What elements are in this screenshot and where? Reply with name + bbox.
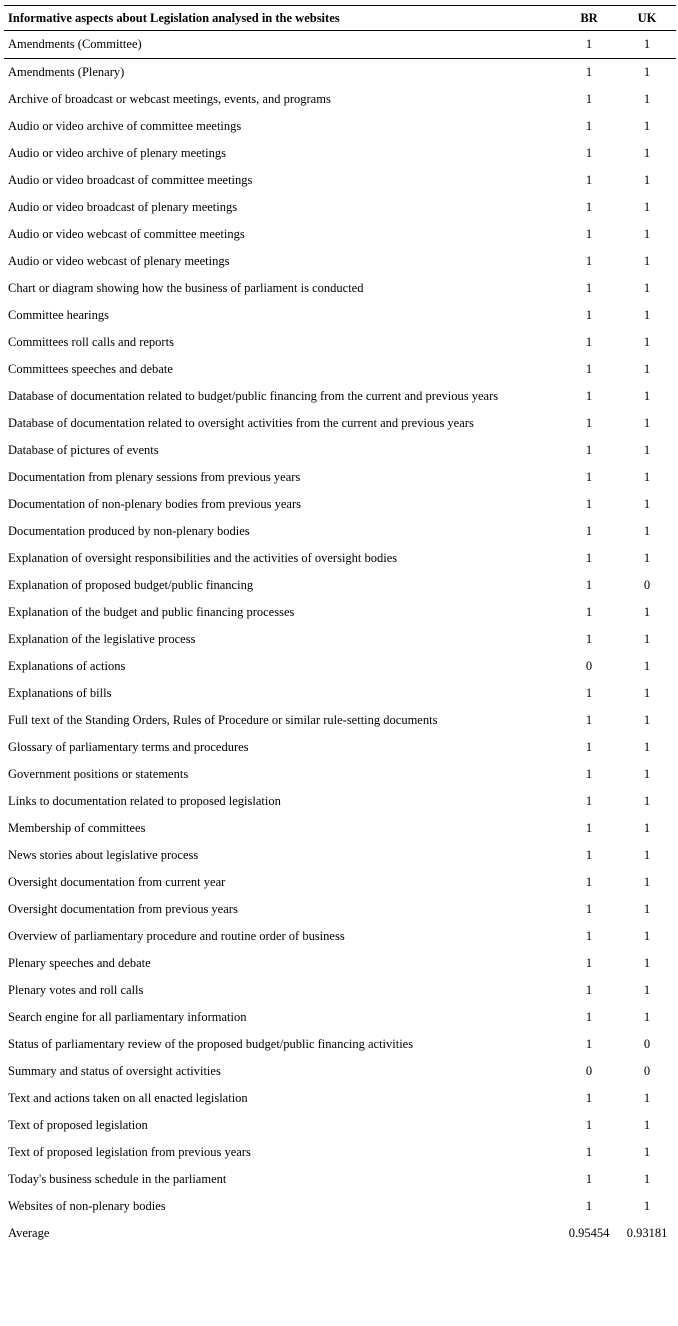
table-row [4, 923, 676, 950]
table-row [4, 707, 676, 734]
row-aspect: Explanation of oversight responsibilities and the activities of oversight bodies [8, 551, 398, 565]
row-uk-value: 1 [643, 794, 651, 808]
row-aspect: Amendments (Committee) [4, 31, 560, 59]
table-row [4, 194, 676, 221]
row-aspect: Audio or video archive of plenary meetings [8, 146, 226, 160]
row-uk-value: 1 [643, 1199, 651, 1213]
row-br-value: 1 [585, 470, 593, 484]
row-br-value: 1 [585, 173, 593, 187]
table-row [4, 31, 676, 59]
row-uk-value: 1 [643, 524, 651, 538]
row-aspect: Summary and status of oversight activities [8, 1064, 221, 1078]
row-uk-value: 1 [643, 875, 651, 889]
row-uk-value: 1 [643, 416, 651, 430]
table-row [4, 464, 676, 491]
row-aspect: Explanations of bills [8, 686, 112, 700]
row-br-value: 1 [585, 821, 593, 835]
row-uk-value: 1 [643, 929, 651, 943]
row-br-value: 1 [585, 578, 593, 592]
row-br-value: 1 [585, 902, 593, 916]
table-row [4, 572, 676, 599]
row-uk-value: 1 [643, 254, 651, 268]
table-row [4, 599, 676, 626]
row-uk-value: 1 [643, 1145, 651, 1159]
row-aspect: Plenary votes and roll calls [8, 983, 144, 997]
row-uk-value: 1 [643, 605, 651, 619]
row-br-value: 1 [585, 956, 593, 970]
row-uk-value: 1 [643, 308, 651, 322]
row-aspect: Average [8, 1226, 50, 1240]
row-uk-value: 1 [643, 686, 651, 700]
row-aspect: Audio or video webcast of committee meetings [8, 227, 245, 241]
table-row [4, 356, 676, 383]
row-br-value: 0 [585, 659, 593, 673]
row-aspect: Committee hearings [8, 308, 110, 322]
row-br-value: 1 [585, 200, 593, 214]
row-aspect: Oversight documentation from previous years [8, 902, 238, 916]
row-aspect: Documentation of non-plenary bodies from previous years [8, 497, 301, 511]
row-aspect: Search engine for all parliamentary information [8, 1010, 247, 1024]
average-row [4, 1220, 676, 1247]
row-aspect: Text of proposed legislation from previous years [8, 1145, 251, 1159]
row-uk-value: 1 [643, 119, 651, 133]
table-header [4, 6, 676, 31]
table-row [4, 329, 676, 356]
row-uk-value: 1 [643, 335, 651, 349]
row-br-value: 0 [585, 1064, 593, 1078]
row-uk-value: 1 [643, 983, 651, 997]
header-row [4, 6, 676, 31]
row-aspect: Status of parliamentary review of the proposed budget/public financing activities [8, 1037, 414, 1051]
row-br-value: 1 [585, 1037, 593, 1051]
table-row [4, 302, 676, 329]
row-br-value: 1 [585, 1118, 593, 1132]
table-row [4, 518, 676, 545]
header-br: BR [560, 6, 618, 31]
table-row [4, 653, 676, 680]
row-uk-value: 1 [643, 551, 651, 565]
row-br-value: 1 [585, 281, 593, 295]
row-uk-value: 1 [643, 173, 651, 187]
row-br-value: 1 [585, 1145, 593, 1159]
row-uk-value: 1 [643, 362, 651, 376]
row-aspect: Overview of parliamentary procedure and routine order of business [8, 929, 345, 943]
row-aspect: Audio or video webcast of plenary meetings [8, 254, 230, 268]
row-br-value: 1 [585, 605, 593, 619]
table-row [4, 248, 676, 275]
table-row [4, 896, 676, 923]
row-br-value: 1 [585, 146, 593, 160]
table-row [4, 734, 676, 761]
row-uk-value: 1 [643, 1091, 651, 1105]
row-br-value: 1 [585, 983, 593, 997]
row-aspect: Explanation of the legislative process [8, 632, 196, 646]
row-aspect: Text and actions taken on all enacted legislation [8, 1091, 248, 1105]
table-row [4, 140, 676, 167]
row-aspect: Committees roll calls and reports [8, 335, 174, 349]
legislation-aspects-table [4, 5, 676, 1247]
table-row [4, 815, 676, 842]
table-row [4, 1166, 676, 1193]
table-row [4, 1139, 676, 1166]
row-br-value: 1 [585, 65, 593, 79]
row-aspect: Database of documentation related to budget/public financing from the current and previous years [8, 389, 499, 403]
table-row [4, 59, 676, 87]
row-aspect: Government positions or statements [8, 767, 189, 781]
row-aspect: Explanations of actions [8, 659, 126, 673]
row-br-value: 1 [585, 1091, 593, 1105]
row-aspect: Audio or video archive of committee meetings [8, 119, 242, 133]
row-br-value: 1 [585, 227, 593, 241]
row-aspect: Chart or diagram showing how the business of parliament is conducted [8, 281, 364, 295]
table-row [4, 86, 676, 113]
row-br-value: 1 [585, 1010, 593, 1024]
row-br-value: 1 [585, 335, 593, 349]
table-row [4, 383, 676, 410]
table-row [4, 680, 676, 707]
table-row [4, 1112, 676, 1139]
row-uk-value: 1 [643, 389, 651, 403]
table-row [4, 410, 676, 437]
row-br-value: 1 [585, 524, 593, 538]
row-br-value: 1 [585, 551, 593, 565]
table-row [4, 1193, 676, 1220]
table-row [4, 1004, 676, 1031]
row-uk-value: 1 [643, 1172, 651, 1186]
row-br-value: 1 [585, 767, 593, 781]
row-br-value: 1 [585, 497, 593, 511]
table-row [4, 761, 676, 788]
row-aspect: Explanation of proposed budget/public financing [8, 578, 254, 592]
row-uk-value: 1 [643, 146, 651, 160]
row-br-value: 1 [560, 31, 618, 59]
row-br-value: 0.95454 [568, 1226, 610, 1240]
row-aspect: Committees speeches and debate [8, 362, 173, 376]
table-row [4, 869, 676, 896]
row-aspect: Audio or video broadcast of plenary meetings [8, 200, 238, 214]
row-aspect: Websites of non-plenary bodies [8, 1199, 166, 1213]
row-uk-value: 1 [643, 902, 651, 916]
row-br-value: 1 [585, 713, 593, 727]
row-uk-value: 0 [643, 578, 651, 592]
row-aspect: News stories about legislative process [8, 848, 199, 862]
row-uk-value: 1 [643, 821, 651, 835]
table-row [4, 491, 676, 518]
row-br-value: 1 [585, 389, 593, 403]
row-uk-value: 1 [643, 1118, 651, 1132]
row-br-value: 1 [585, 308, 593, 322]
table-row [4, 221, 676, 248]
table-row [4, 842, 676, 869]
table-row [4, 275, 676, 302]
row-aspect: Explanation of the budget and public financing processes [8, 605, 295, 619]
header-uk: UK [618, 6, 676, 31]
row-br-value: 1 [585, 92, 593, 106]
row-br-value: 1 [585, 1199, 593, 1213]
header-aspect: Informative aspects about Legislation analysed in the websites [4, 6, 560, 31]
row-br-value: 1 [585, 443, 593, 457]
row-uk-value: 1 [643, 497, 651, 511]
table-row [4, 1031, 676, 1058]
row-aspect: Documentation from plenary sessions from previous years [8, 470, 301, 484]
row-uk-value: 1 [643, 227, 651, 241]
row-uk-value: 1 [643, 848, 651, 862]
row-aspect: Text of proposed legislation [8, 1118, 148, 1132]
table-row [4, 1058, 676, 1085]
row-uk-value: 1 [643, 281, 651, 295]
row-aspect: Database of documentation related to oversight activities from the current and previous years [8, 416, 474, 430]
row-br-value: 1 [585, 254, 593, 268]
row-br-value: 1 [585, 848, 593, 862]
row-aspect: Full text of the Standing Orders, Rules of Procedure or similar rule-setting documents [8, 713, 438, 727]
row-br-value: 1 [585, 632, 593, 646]
row-uk-value: 0.93181 [626, 1226, 668, 1240]
row-br-value: 1 [585, 794, 593, 808]
row-uk-value: 1 [643, 200, 651, 214]
table-row [4, 950, 676, 977]
row-uk-value: 1 [643, 713, 651, 727]
row-aspect: Plenary speeches and debate [8, 956, 151, 970]
row-uk-value: 1 [643, 1010, 651, 1024]
row-uk-value: 1 [643, 659, 651, 673]
row-aspect: Documentation produced by non-plenary bodies [8, 524, 250, 538]
row-br-value: 1 [585, 686, 593, 700]
row-uk-value: 1 [643, 632, 651, 646]
row-br-value: 1 [585, 740, 593, 754]
row-aspect: Database of pictures of events [8, 443, 159, 457]
table-row [4, 545, 676, 572]
table-body [4, 31, 676, 1248]
row-br-value: 1 [585, 1172, 593, 1186]
table-row [4, 626, 676, 653]
table-row [4, 437, 676, 464]
row-aspect: Audio or video broadcast of committee meetings [8, 173, 253, 187]
row-uk-value: 1 [643, 65, 651, 79]
row-uk-value: 1 [643, 470, 651, 484]
row-aspect: Links to documentation related to proposed legislation [8, 794, 281, 808]
row-aspect: Today's business schedule in the parliament [8, 1172, 227, 1186]
row-uk-value: 1 [643, 740, 651, 754]
table-row [4, 788, 676, 815]
row-aspect: Glossary of parliamentary terms and procedures [8, 740, 249, 754]
row-br-value: 1 [585, 929, 593, 943]
row-br-value: 1 [585, 875, 593, 889]
row-aspect: Archive of broadcast or webcast meetings, events, and programs [8, 92, 331, 106]
table-row [4, 167, 676, 194]
row-uk-value: 1 [643, 767, 651, 781]
row-uk-value: 1 [643, 956, 651, 970]
row-aspect: Oversight documentation from current year [8, 875, 226, 889]
row-br-value: 1 [585, 416, 593, 430]
row-uk-value: 1 [618, 31, 676, 59]
row-br-value: 1 [585, 362, 593, 376]
row-uk-value: 0 [643, 1064, 651, 1078]
table-row [4, 1085, 676, 1112]
row-uk-value: 1 [643, 443, 651, 457]
table-row [4, 113, 676, 140]
row-uk-value: 1 [643, 92, 651, 106]
row-aspect: Amendments (Plenary) [8, 65, 125, 79]
row-uk-value: 0 [643, 1037, 651, 1051]
row-br-value: 1 [585, 119, 593, 133]
table-row [4, 977, 676, 1004]
row-aspect: Membership of committees [8, 821, 146, 835]
